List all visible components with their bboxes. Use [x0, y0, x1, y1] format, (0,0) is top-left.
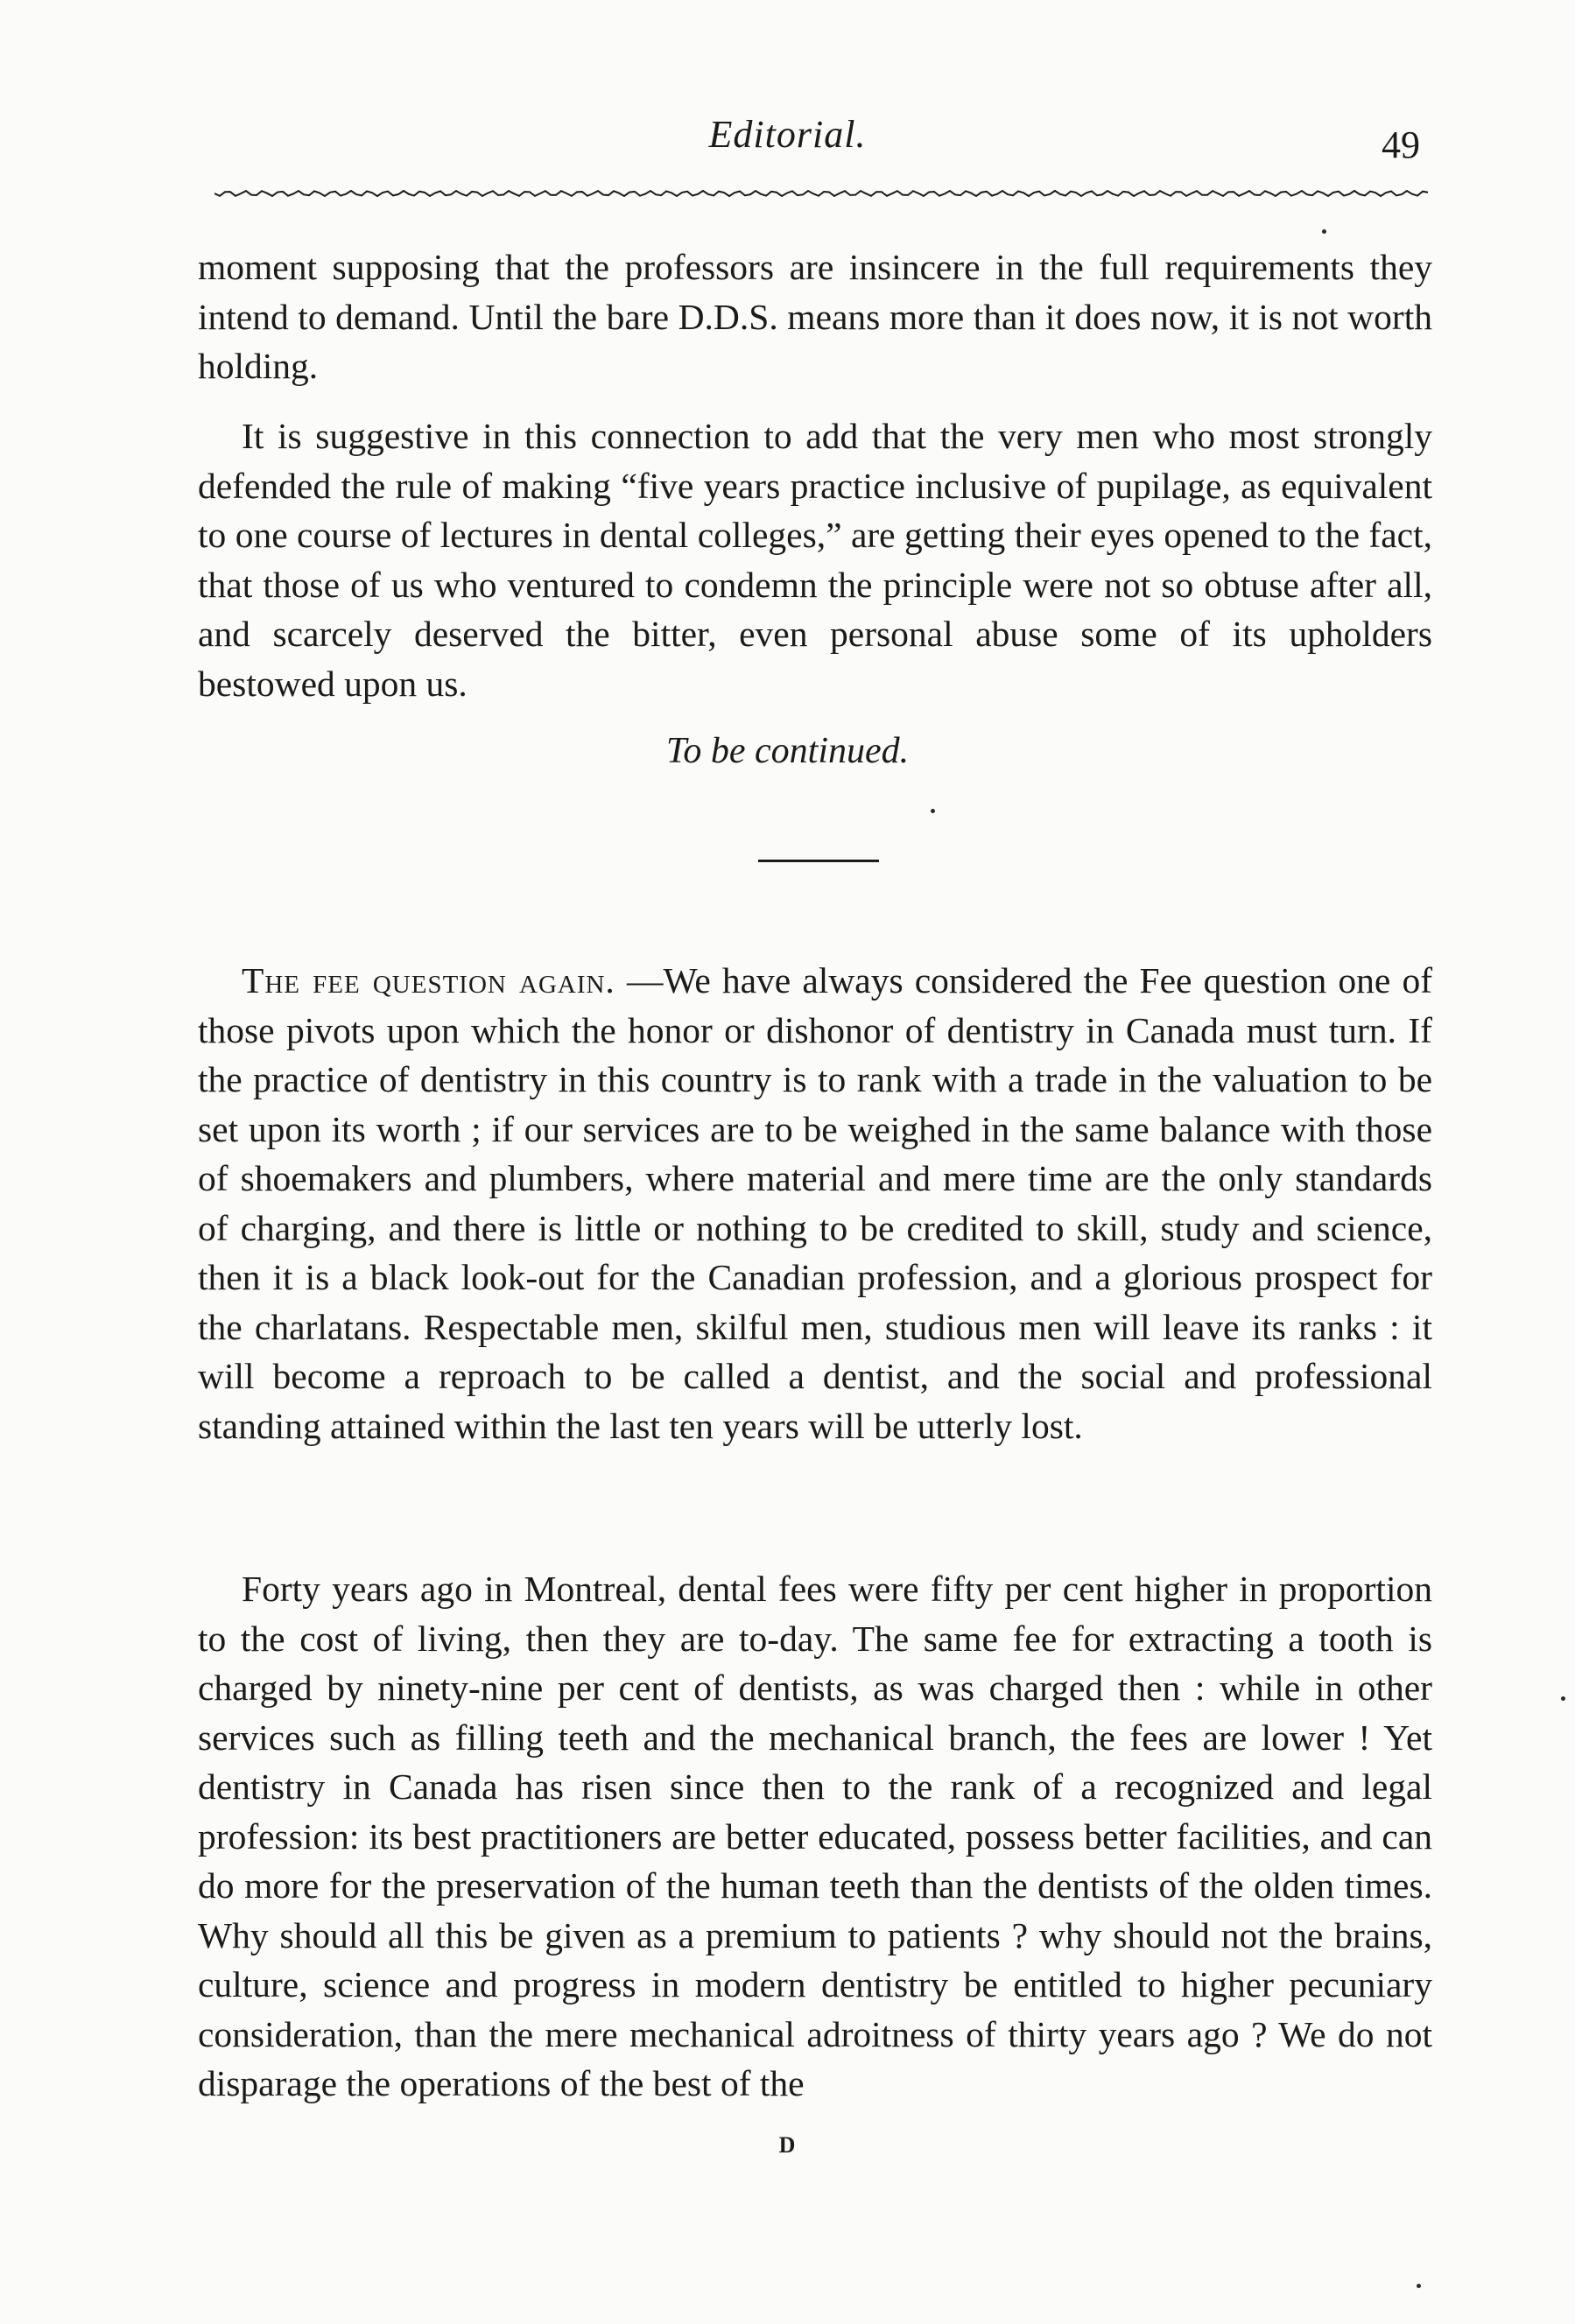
signature-mark: D: [778, 2132, 797, 2158]
page-number: 49: [1382, 123, 1420, 166]
paragraph-text: Forty years ago in Montreal, dental fees were fifty per cent higher in proportion to the cost of living, then they are to-day. The same fee for extracting a tooth is charged by ninety-nine per cent of dentists, as was charged then : while in other services such as filling teeth and the mechanical branch, the fees are lower ! Yet dentistry in Canada has risen since then to the rank of a recognized and legal profession: its best practitioners are better educated, possess better facilities, and can do more for the preservation of the human teeth than the dentists of the olden times. Why should all this be given as a premium to patients ? why should not the brains, culture, science and progress in modern dentistry be entitled to higher pecuniary consideration, than the mere mechanical adroitness of thirty years ago ? We do not disparage the operations of the best of the: [198, 1569, 1432, 2103]
article-heading: The fee question again.: [242, 960, 615, 1001]
wavy-header-rule: [214, 187, 1431, 200]
print-speck: [931, 809, 935, 813]
paragraph-text: [198, 956, 1432, 1450]
continued-article-paragraph-1: [198, 242, 1432, 391]
to-be-continued-note: To be continued.: [665, 731, 910, 771]
print-speck: [1417, 2284, 1421, 2288]
section-divider: [758, 860, 879, 862]
print-speck: [1322, 229, 1326, 234]
fee-question-paragraph-1: [198, 956, 1432, 1450]
continued-article-paragraph-2: [198, 411, 1432, 708]
paragraph-text: It is suggestive in this connection to add that the very men who most strongly defended the rule of making “five years practice inclusive of pupilage, as equivalent to one course of lectures in dental colleges,” are getting their eyes opened to the fact, that those of us who ventured to condemn the principle were not so obtuse after all, and scarcely deserved the bitter, even personal abuse some of its upholders bestowed upon us.: [198, 416, 1432, 704]
paragraph-text: moment supposing that the professors are insincere in the full requirements they intend to demand. Until the bare D.D.S. means more than it does now, it is not worth holding.: [198, 247, 1432, 386]
print-speck: [1561, 1696, 1565, 1701]
fee-question-paragraph-2: [198, 1564, 1432, 2109]
paragraph-body: —We have always considered the Fee question one of those pivots upon which the honor or dishonor of dentistry in Canada must turn. If the practice of dentistry in this country is to rank with a trade in the valuation to be set upon its worth ; if our services are to be weighed in the same balance with those of shoemakers and plumbers, where material and mere time are the only standards of charging, and there is little or nothing to be credited to skill, study and science, then it is a black look-out for the Canadian profession, and a glorious prospect for the charlatans. Respectable men, skilful men, studious men will leave its ranks : it will become a reproach to be called a dentist, and the social and professional standing attained within the last ten years will be utterly lost.: [198, 960, 1433, 1446]
running-head-title: Editorial.: [708, 113, 867, 156]
